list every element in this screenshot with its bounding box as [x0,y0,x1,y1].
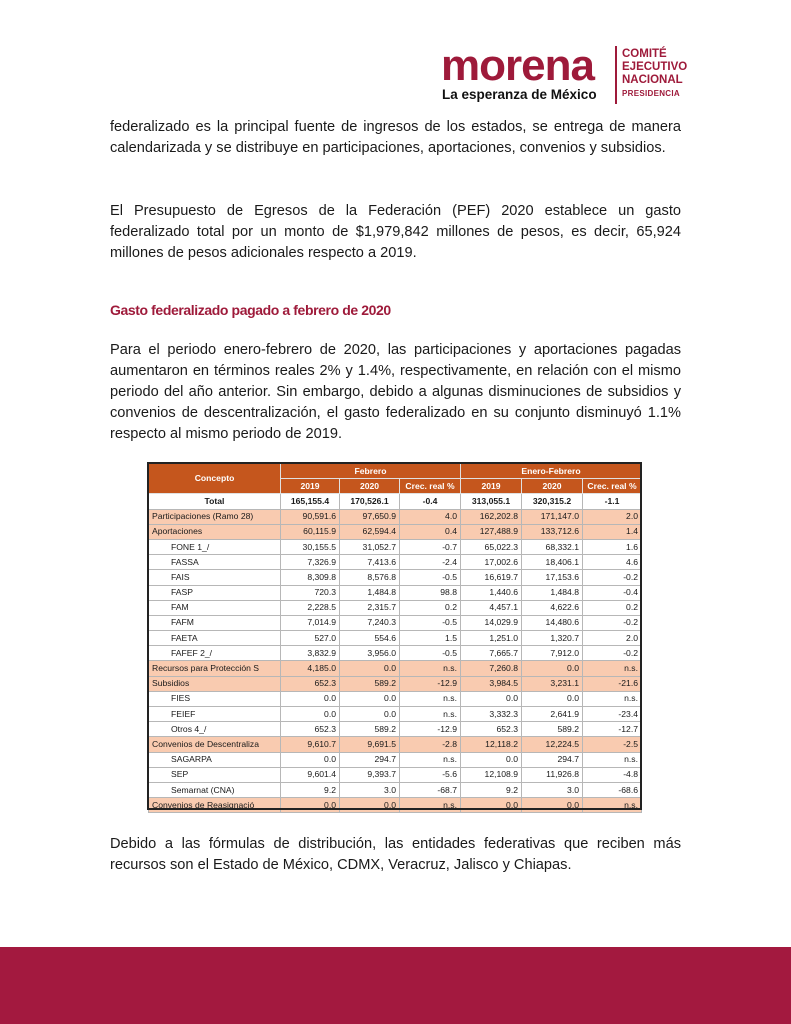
row-value: 0.0 [461,691,522,706]
row-value: 97,650.9 [340,509,400,524]
header-enero-febrero: Enero-Febrero [461,464,642,479]
row-value: -2.5 [583,737,642,752]
row-value: 0.0 [522,691,583,706]
row-value: n.s. [400,691,461,706]
row-value: 589.2 [340,676,400,691]
row-value: 171,147.0 [522,509,583,524]
row-label: FEIEF [149,707,281,722]
row-label: Subsidios [149,676,281,691]
row-label: Convenios de Descentraliza [149,737,281,752]
table-row [149,570,642,585]
logo-wordmark: morena [441,41,594,90]
row-value: 0.0 [340,661,400,676]
row-value: 0.0 [461,798,522,813]
row-value: 527.0 [281,631,340,646]
row-value: 0.0 [340,798,400,813]
row-value: 4,457.1 [461,600,522,615]
row-value: 12,108.9 [461,767,522,782]
row-value: 162,202.8 [461,509,522,524]
row-value: 98.8 [400,585,461,600]
section-heading: Gasto federalizado pagado a febrero de 2020 [110,302,391,318]
table-row [149,555,642,570]
row-value: 4,622.6 [522,600,583,615]
row-value: 652.3 [281,722,340,737]
table-row [149,509,642,524]
row-value: -12.7 [583,722,642,737]
header-febrero: Febrero [281,464,461,479]
row-value: -23.4 [583,707,642,722]
row-label: FAFM [149,615,281,630]
row-value: n.s. [583,752,642,767]
row-value: 0.0 [461,752,522,767]
row-value: 62,594.4 [340,524,400,539]
row-value: -68.7 [400,782,461,797]
row-value: 14,480.6 [522,615,583,630]
header-feb-2019: 2019 [281,479,340,494]
row-value: 0.0 [340,691,400,706]
row-value: 0.0 [340,707,400,722]
row-value: 3,956.0 [340,646,400,661]
row-label: Aportaciones [149,524,281,539]
header-ef-crec: Crec. real % [583,479,642,494]
row-label: Recursos para Protección S [149,661,281,676]
row-value: 14,029.9 [461,615,522,630]
row-value: 9,691.5 [340,737,400,752]
row-value: 0.0 [281,798,340,813]
row-value: 1,320.7 [522,631,583,646]
row-label: FAIS [149,570,281,585]
header-feb-2020: 2020 [340,479,400,494]
row-value: 589.2 [522,722,583,737]
row-value: 65,022.3 [461,539,522,554]
table-row [149,524,642,539]
morena-logo [440,41,700,114]
row-value: 7,326.9 [281,555,340,570]
row-value: 0.0 [281,691,340,706]
row-value: n.s. [583,798,642,813]
row-value: 3,231.1 [522,676,583,691]
row-value: 2.0 [583,509,642,524]
row-value: 16,619.7 [461,570,522,585]
row-value: 90,591.6 [281,509,340,524]
logo-org-line-2: EJECUTIVO [622,61,688,73]
table-row [149,539,642,554]
row-value: -0.5 [400,646,461,661]
row-value: 9,601.4 [281,767,340,782]
table-row [149,494,642,509]
row-value: -12.9 [400,676,461,691]
row-label: Otros 4_/ [149,722,281,737]
row-value: 1,251.0 [461,631,522,646]
header-ef-2019: 2019 [461,479,522,494]
header-concepto: Concepto [149,464,281,494]
row-value: 652.3 [461,722,522,737]
table-row [149,691,642,706]
row-value: 9,610.7 [281,737,340,752]
row-value: -0.4 [400,494,461,509]
row-value: 4.6 [583,555,642,570]
row-value: -2.8 [400,737,461,752]
row-label: SAGARPA [149,752,281,767]
logo-org-line-3: NACIONAL [622,74,683,86]
row-value: 18,406.1 [522,555,583,570]
table-row [149,600,642,615]
row-value: -0.5 [400,570,461,585]
row-value: 320,315.2 [522,494,583,509]
row-value: 133,712.6 [522,524,583,539]
row-value: 9.2 [461,782,522,797]
row-value: 1.6 [583,539,642,554]
row-value: 554.6 [340,631,400,646]
row-value: 12,118.2 [461,737,522,752]
table-row [149,661,642,676]
row-value: 7,014.9 [281,615,340,630]
row-value: 12,224.5 [522,737,583,752]
row-value: n.s. [400,661,461,676]
row-value: -0.2 [583,646,642,661]
row-label: FASP [149,585,281,600]
row-value: 720.3 [281,585,340,600]
logo-tagline: La esperanza de México [442,87,597,102]
row-value: 0.2 [400,600,461,615]
paragraph-distribution: Debido a las fórmulas de distribución, las entidades federativas que reciben más recursos son el Estado de México, CDMX, Veracruz, Jalisco y Chiapas. [110,836,681,873]
row-value: 589.2 [340,722,400,737]
row-value: -0.7 [400,539,461,554]
row-value: 9.2 [281,782,340,797]
logo-org-block [622,48,687,100]
row-value: -68.6 [583,782,642,797]
logo-org-sub: PRESIDENCIA [622,89,680,98]
row-value: 9,393.7 [340,767,400,782]
row-value: -5.6 [400,767,461,782]
gasto-federalizado-table [148,463,642,813]
row-value: 2.0 [583,631,642,646]
row-label: FAM [149,600,281,615]
row-value: -0.2 [583,570,642,585]
row-label: FIES [149,691,281,706]
row-value: 1,484.8 [340,585,400,600]
row-value: 1,484.8 [522,585,583,600]
row-value: -2.4 [400,555,461,570]
table-row [149,631,642,646]
row-value: -0.4 [583,585,642,600]
row-value: 0.2 [583,600,642,615]
row-label: Semarnat (CNA) [149,782,281,797]
row-value: n.s. [400,798,461,813]
row-label: Total [149,494,281,509]
row-value: 3.0 [340,782,400,797]
row-value: 0.0 [522,798,583,813]
row-value: -0.5 [400,615,461,630]
table-row [149,676,642,691]
row-value: 68,332.1 [522,539,583,554]
row-value: 7,240.3 [340,615,400,630]
row-value: -1.1 [583,494,642,509]
row-value: 127,488.9 [461,524,522,539]
row-label: FAETA [149,631,281,646]
row-label: Participaciones (Ramo 28) [149,509,281,524]
row-value: 165,155.4 [281,494,340,509]
row-value: 7,912.0 [522,646,583,661]
paragraph-pef: El Presupuesto de Egresos de la Federación (PEF) 2020 establece un gasto federalizado total por un monto de $1,979,842 millones de pesos, es decir, 65,924 millones de pesos adicionales respecto a 2019. [110,203,681,261]
table-row [149,585,642,600]
row-value: 3,332.3 [461,707,522,722]
row-value: 294.7 [340,752,400,767]
table-row [149,767,642,782]
row-value: 11,926.8 [522,767,583,782]
row-value: 0.4 [400,524,461,539]
table-row [149,646,642,661]
footer-band [0,947,791,1024]
row-value: 0.0 [281,707,340,722]
row-value: 7,413.6 [340,555,400,570]
row-value: 170,526.1 [340,494,400,509]
row-value: 30,155.5 [281,539,340,554]
row-value: 0.0 [522,661,583,676]
row-value: 7,665.7 [461,646,522,661]
row-label: SEP [149,767,281,782]
row-value: 294.7 [522,752,583,767]
row-label: Convenios de Reasignació [149,798,281,813]
row-value: 2,228.5 [281,600,340,615]
table-row [149,752,642,767]
table-row [149,737,642,752]
row-value: 4.0 [400,509,461,524]
row-label: FONE 1_/ [149,539,281,554]
row-value: 60,115.9 [281,524,340,539]
row-value: n.s. [583,691,642,706]
table-row [149,798,642,813]
row-value: 4,185.0 [281,661,340,676]
table-row [149,707,642,722]
logo-divider [615,46,617,104]
row-value: n.s. [400,707,461,722]
row-label: FASSA [149,555,281,570]
table-row [149,782,642,797]
row-label: FAFEF 2_/ [149,646,281,661]
row-value: 2,641.9 [522,707,583,722]
row-value: 17,002.6 [461,555,522,570]
row-value: -0.2 [583,615,642,630]
row-value: 0.0 [281,752,340,767]
paragraph-intro: federalizado es la principal fuente de ingresos de los estados, se entrega de manera calendarizada y se distribuye en participaciones, aportaciones, convenios y subsidios. [110,119,681,156]
row-value: -12.9 [400,722,461,737]
header-feb-crec: Crec. real % [400,479,461,494]
paragraph-period: Para el periodo enero-febrero de 2020, las participaciones y aportaciones pagadas aumentaron en términos reales 2% y 1.4%, respectivamente, en relación con el mismo periodo del año anterior. Sin embargo, debido a algunas disminuciones de subsidios y convenios de descentralización, el gasto federalizado en su conjunto disminuyó 1.1% respecto al mismo periodo de 2019. [110,342,681,442]
row-value: 8,309.8 [281,570,340,585]
row-value: -21.6 [583,676,642,691]
row-value: 17,153.6 [522,570,583,585]
row-value: n.s. [583,661,642,676]
row-value: 2,315.7 [340,600,400,615]
row-value: 3.0 [522,782,583,797]
logo-org-line-1: COMITÉ [622,48,667,60]
row-value: 8,576.8 [340,570,400,585]
row-value: 1,440.6 [461,585,522,600]
row-value: 1.5 [400,631,461,646]
table-body [149,494,642,813]
table-row [149,615,642,630]
row-value: 1.4 [583,524,642,539]
row-value: 3,832.9 [281,646,340,661]
row-value: -4.8 [583,767,642,782]
row-value: 7,260.8 [461,661,522,676]
row-value: 652.3 [281,676,340,691]
row-value: 313,055.1 [461,494,522,509]
table-row [149,722,642,737]
table-header-row-groups [149,464,642,479]
row-value: 3,984.5 [461,676,522,691]
row-value: 31,052.7 [340,539,400,554]
row-value: n.s. [400,752,461,767]
header-ef-2020: 2020 [522,479,583,494]
